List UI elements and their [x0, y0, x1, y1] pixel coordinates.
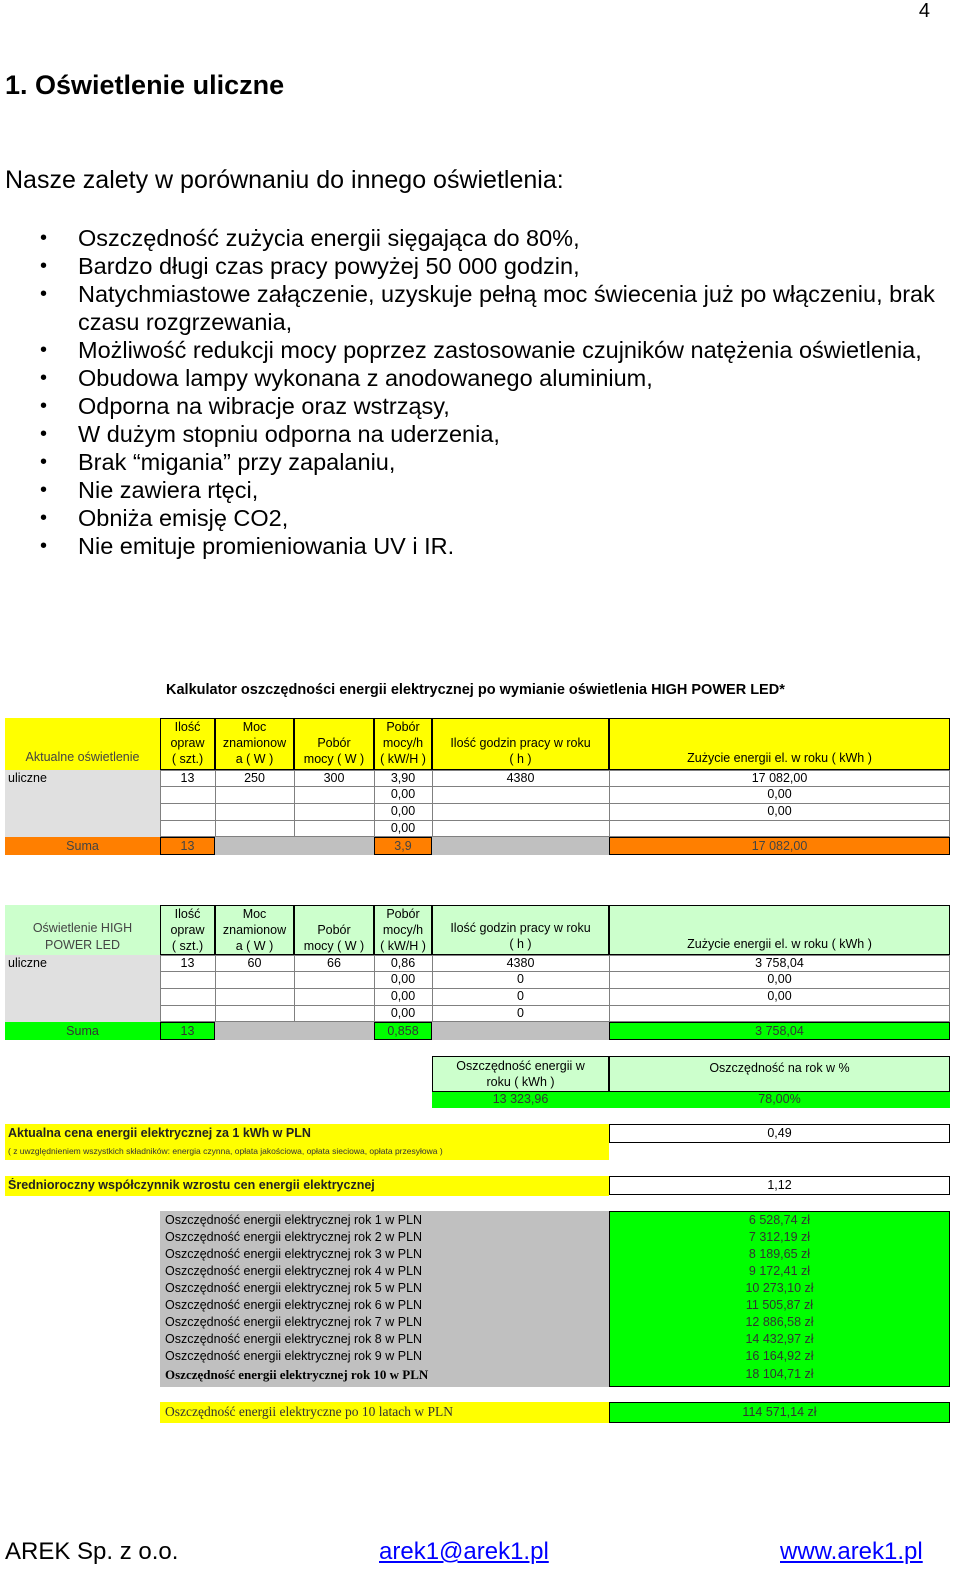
calculator-title: Kalkulator oszczędności energii elektrycznej po wymianie oświetlenia HIGH POWER LED*	[166, 682, 785, 698]
yearly-label: Oszczędność energii elektrycznej rok 5 w PLN	[165, 1281, 423, 1295]
cell-kwh: 0,86	[390, 956, 416, 970]
cell-hours: 0	[517, 972, 524, 986]
row-label: uliczne	[8, 956, 47, 970]
cell-usage: 0,00	[767, 972, 792, 986]
header-power-kwh: Pobór mocy/h ( kW/H )	[374, 718, 432, 770]
cell-kwh: 0,00	[390, 821, 416, 835]
list-item: • Obudowa lampy wykonana z anodowanego aluminium,	[40, 364, 940, 392]
yearly-value: 9 172,41 zł	[748, 1264, 811, 1278]
header-hours: Ilość godzin pracy w roku ( h )	[432, 718, 609, 770]
cell-qty: 13	[180, 771, 195, 785]
yearly-value: 6 528,74 zł	[748, 1213, 811, 1227]
cell-usage: 3 758,04	[755, 956, 804, 970]
cell-kwh: 0,00	[390, 804, 416, 818]
header-qty: Ilość opraw ( szt.)	[160, 905, 215, 955]
energy-saving-label: Oszczędność energii w roku ( kWh )	[432, 1056, 609, 1092]
price-label: Aktualna cena energii elektrycznej za 1 kWh w PLN	[8, 1126, 311, 1140]
cell-kwh: 0,00	[390, 989, 416, 1003]
cell-hours: 0	[517, 989, 524, 1003]
yearly-value: 8 189,65 zł	[748, 1247, 811, 1261]
sum-qty: 13	[160, 837, 215, 855]
list-item: • Obniża emisję CO2,	[40, 504, 940, 532]
intro-text: Nasze zalety w porównaniu do innego oświetlenia:	[5, 166, 564, 194]
cell-rated: 250	[244, 771, 265, 785]
cell-qty: 13	[180, 956, 195, 970]
list-item: • Nie zawiera rtęci,	[40, 476, 940, 504]
advantages-list	[40, 224, 940, 560]
list-item: • Natychmiastowe załączenie, uzyskuje pełną moc świecenia już po włączeniu, brak czasu rozgrzewania,	[40, 280, 940, 336]
led-label: Oświetlenie HIGH POWER LED	[32, 921, 133, 952]
sum-label: Suma	[5, 837, 160, 855]
footer-email-link[interactable]: arek1@arek1.pl	[379, 1538, 549, 1565]
yearly-value: 7 312,19 zł	[748, 1230, 811, 1244]
list-item: • Brak “migania” przy zapalaniu,	[40, 448, 940, 476]
cell-rated: 60	[247, 956, 262, 970]
yearly-value: 10 273,10 zł	[745, 1281, 814, 1295]
yearly-label: Oszczędność energii elektrycznej rok 6 w PLN	[165, 1298, 423, 1312]
list-item: • W dużym stopniu odporna na uderzenia,	[40, 420, 940, 448]
header-power-draw: Pobór mocy ( W )	[294, 905, 374, 955]
sum-label: Suma	[5, 1022, 160, 1040]
page-heading: 1. Oświetlenie uliczne	[5, 70, 285, 100]
footer-website-link[interactable]: www.arek1.pl	[780, 1538, 923, 1565]
yearly-label: Oszczędność energii elektrycznej rok 9 w PLN	[165, 1349, 423, 1363]
pct-saving-value: 78,00%	[609, 1092, 950, 1108]
yearly-label: Oszczędność energii elektrycznej rok 10 w PLN	[165, 1367, 429, 1382]
yearly-label: Oszczędność energii elektrycznej rok 7 w PLN	[165, 1315, 423, 1329]
list-item: • Oszczędność zużycia energii sięgająca do 80%,	[40, 224, 940, 252]
price-value: 0,49	[609, 1124, 950, 1143]
cell-usage: 0,00	[767, 804, 792, 818]
sum-usage: 17 082,00	[609, 837, 950, 855]
cell-usage: 17 082,00	[751, 771, 808, 785]
header-rated-power: Moc znamionow a ( W )	[215, 905, 294, 955]
yearly-value: 12 886,58 zł	[745, 1315, 814, 1329]
sum-gap	[215, 837, 374, 855]
footer-company: AREK Sp. z o.o.	[5, 1538, 179, 1565]
total-label: Oszczędność energii elektryczne po 10 latach w PLN	[165, 1404, 454, 1419]
cell-draw: 66	[327, 956, 341, 970]
cell-hours: 0	[517, 1006, 524, 1020]
yearly-label: Oszczędność energii elektrycznej rok 2 w PLN	[165, 1230, 423, 1244]
cell-kwh: 0,00	[390, 972, 416, 986]
cell-hours: 4380	[506, 771, 535, 785]
cell-usage: 0,00	[767, 989, 792, 1003]
cell-kwh: 3,90	[390, 771, 416, 785]
sum-usage: 3 758,04	[609, 1022, 950, 1040]
header-qty: Ilość opraw ( szt.)	[160, 718, 215, 770]
sum-gap	[215, 1022, 374, 1040]
growth-label: Średnioroczny współczynnik wzrostu cen energii elektrycznej	[8, 1178, 375, 1192]
cell-kwh: 0,00	[390, 787, 416, 801]
pct-saving-label: Oszczędność na rok w %	[609, 1056, 950, 1092]
yearly-label: Oszczędność energii elektrycznej rok 8 w PLN	[165, 1332, 423, 1346]
yearly-value: 18 104,71 zł	[745, 1367, 814, 1381]
cell-usage: 0,00	[767, 787, 792, 801]
sum-gap	[432, 1022, 609, 1040]
cell-kwh: 0,00	[390, 1006, 416, 1020]
current-label: Aktualne oświetlenie	[25, 750, 140, 764]
page-number: 4	[918, 0, 930, 22]
total-value: 114 571,14 zł	[609, 1402, 950, 1423]
header-usage: Zużycie energii el. w roku ( kWh )	[609, 718, 950, 770]
header-hours: Ilość godzin pracy w roku ( h )	[432, 905, 609, 955]
cell-draw: 300	[323, 771, 345, 785]
header-usage: Zużycie energii el. w roku ( kWh )	[609, 905, 950, 955]
sum-qty: 13	[160, 1022, 215, 1040]
header-power-draw: Pobór mocy ( W )	[294, 718, 374, 770]
price-note: ( z uwzględnieniem wszystkich składników: energia czynna, opłata jakościowa, opłata sieciowa, opłata przesyłowa )	[8, 1146, 443, 1156]
yearly-value: 11 505,87 zł	[745, 1298, 814, 1312]
yearly-label: Oszczędność energii elektrycznej rok 1 w PLN	[165, 1213, 423, 1227]
energy-saving-value: 13 323,96	[432, 1092, 609, 1108]
header-power-kwh: Pobór mocy/h ( kW/H )	[374, 905, 432, 955]
yearly-value: 14 432,97 zł	[745, 1332, 814, 1346]
row-label: uliczne	[8, 771, 47, 785]
list-item: • Nie emituje promieniowania UV i IR.	[40, 532, 940, 560]
sum-gap	[432, 837, 609, 855]
sum-kwh: 3,9	[374, 837, 432, 855]
list-item: • Możliwość redukcji mocy poprzez zastosowanie czujników natężenia oświetlenia,	[40, 336, 940, 364]
yearly-label: Oszczędność energii elektrycznej rok 3 w PLN	[165, 1247, 423, 1261]
yearly-value: 16 164,92 zł	[745, 1349, 814, 1363]
yearly-label: Oszczędność energii elektrycznej rok 4 w PLN	[165, 1264, 423, 1278]
list-item: • Odporna na wibracje oraz wstrząsy,	[40, 392, 940, 420]
sum-kwh: 0,858	[374, 1022, 432, 1040]
list-item: • Bardzo długi czas pracy powyżej 50 000 godzin,	[40, 252, 940, 280]
growth-value: 1,12	[609, 1176, 950, 1195]
cell-hours: 4380	[506, 956, 535, 970]
header-rated-power: Moc znamionow a ( W )	[215, 718, 294, 770]
